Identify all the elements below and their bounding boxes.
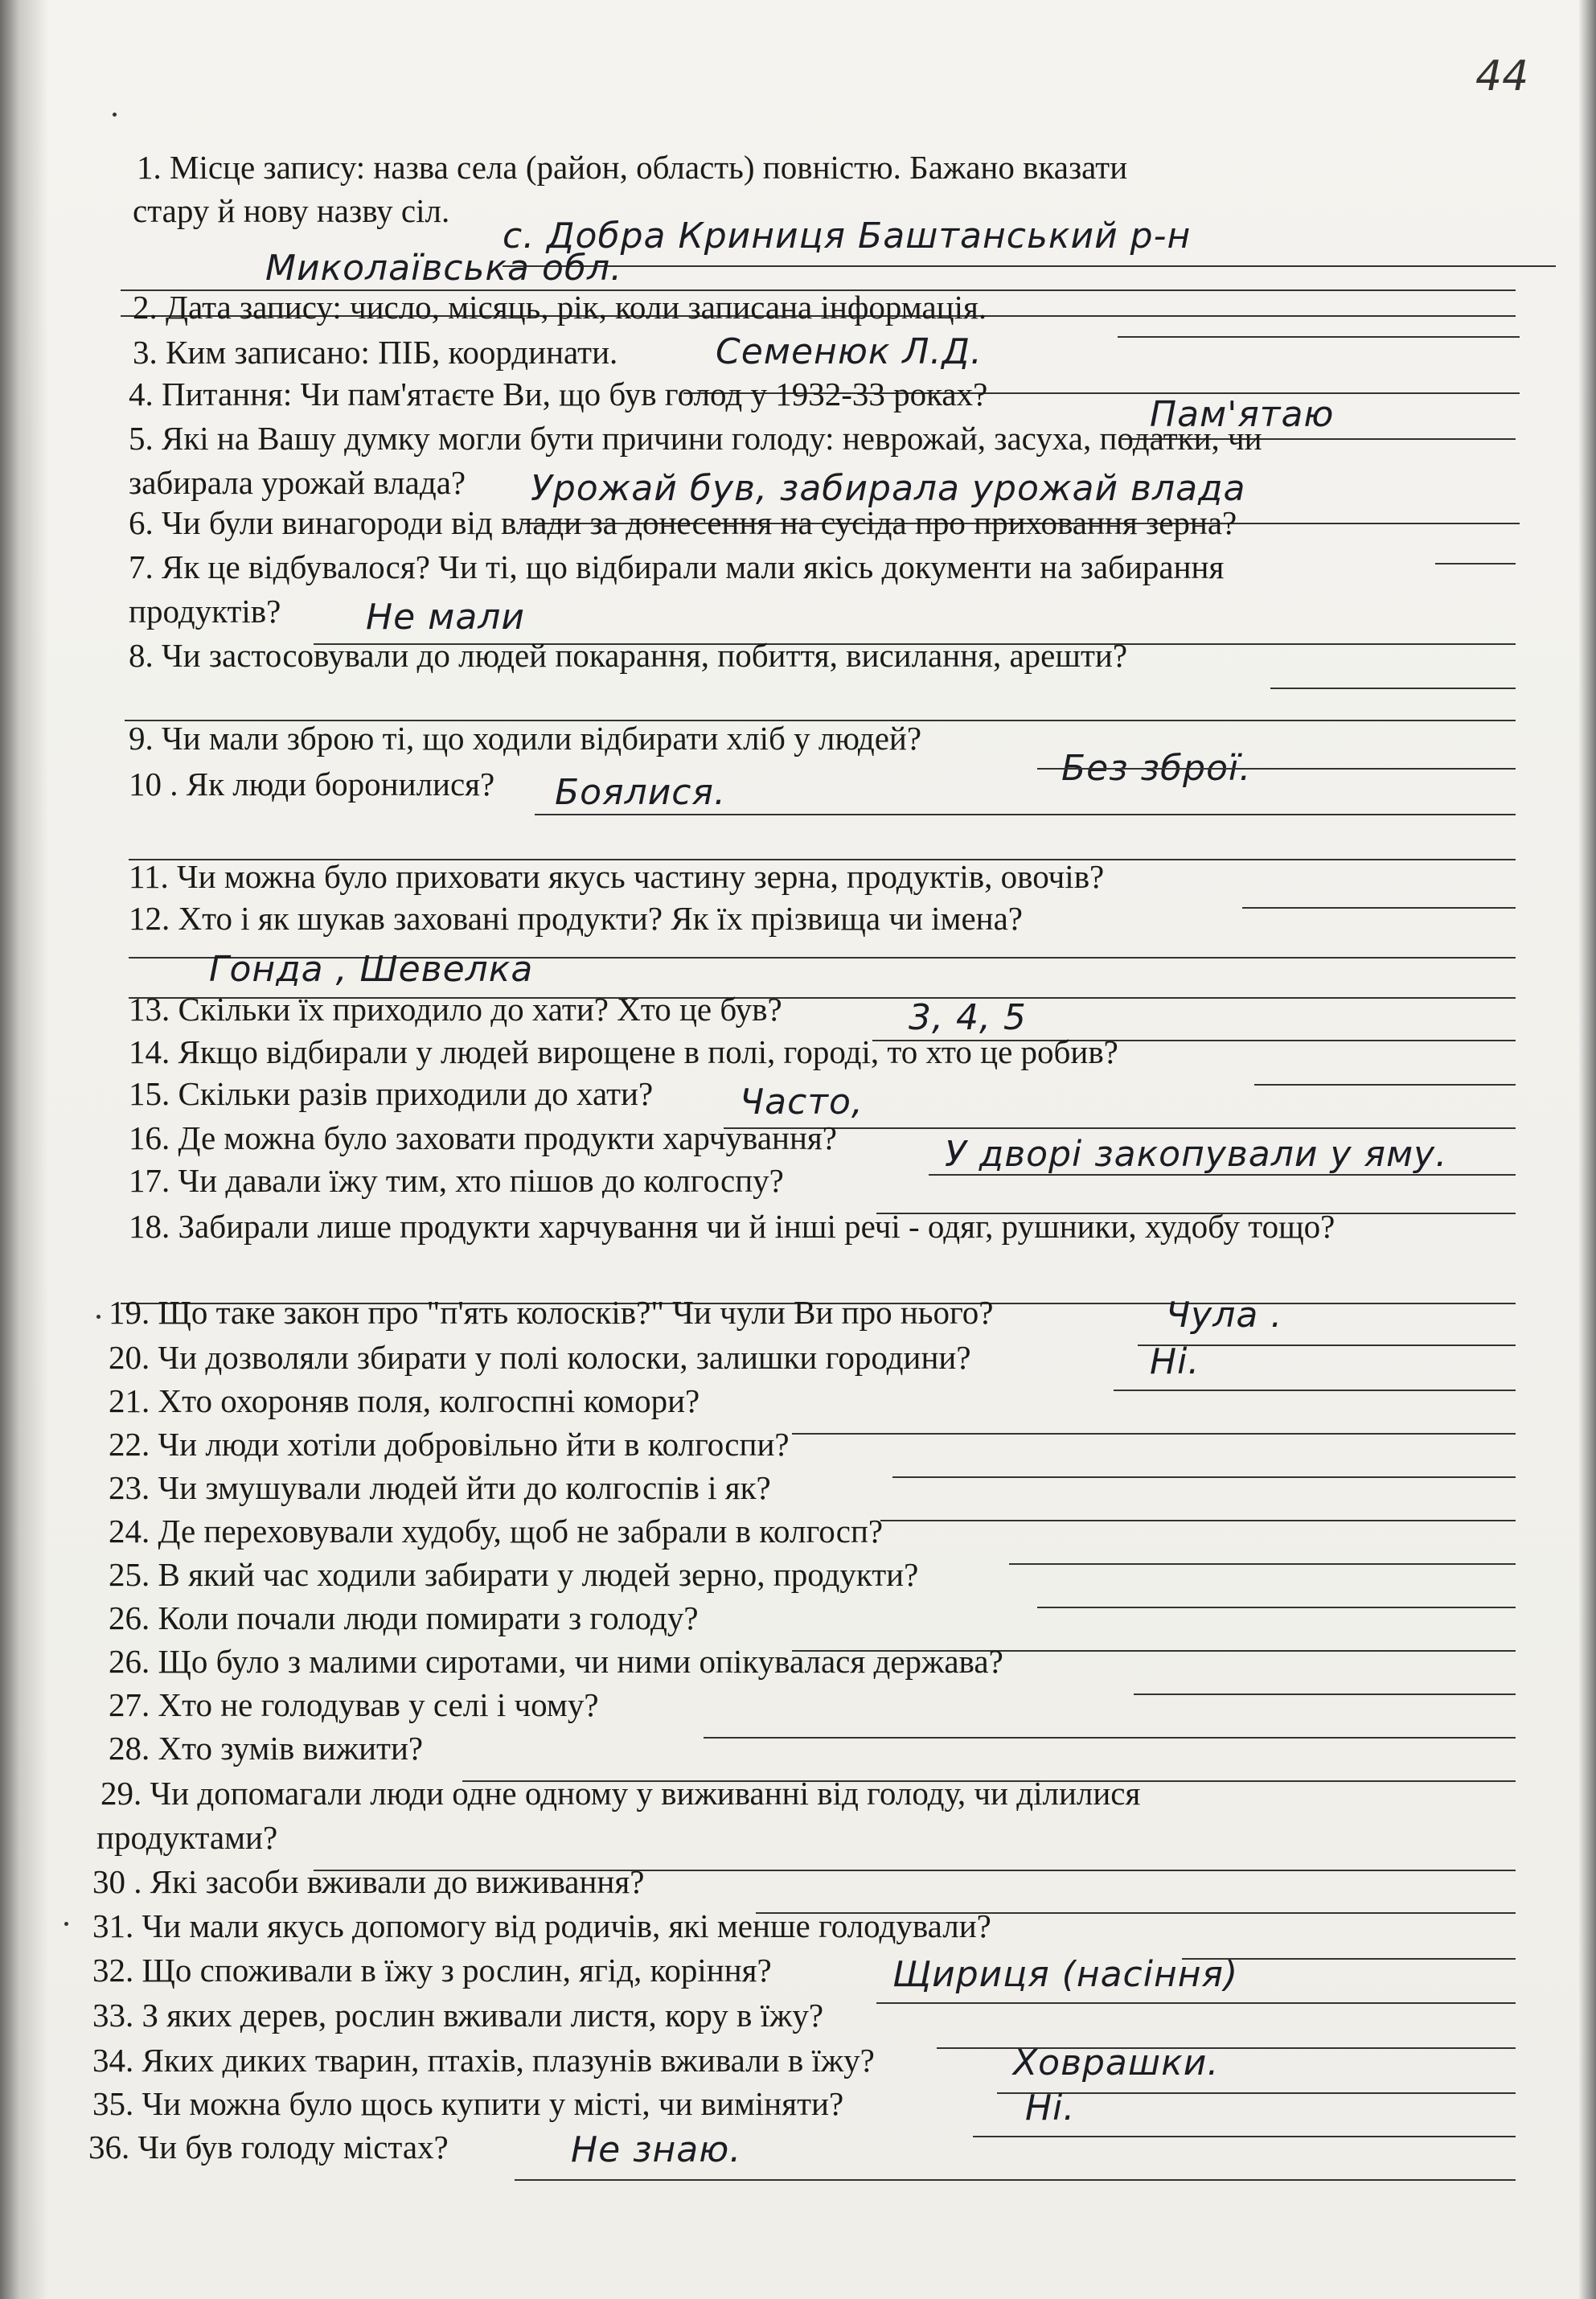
question-number: 11. [129, 858, 169, 895]
question-text: Скільки їх приходило до хати? Хто це був? [178, 991, 782, 1028]
question-32 [92, 1954, 772, 1987]
question-19 [109, 1296, 993, 1329]
answer-line [1134, 1693, 1516, 1695]
question-number: 31. [92, 1907, 134, 1944]
question-text: Коли почали люди помирати з голоду? [158, 1599, 699, 1636]
question-9 [129, 722, 921, 755]
question-text: Де переховували худобу, щоб не забрали в колгосп? [158, 1513, 884, 1550]
question-number: 26. [109, 1599, 150, 1636]
question-text: Чи дозволяли збирати у полі колоски, залишки городини? [158, 1339, 971, 1376]
question-text: Чи мали зброю ті, що ходили відбирати хліб у людей? [162, 720, 922, 757]
question-text: Чи давали їжу тим, хто пішов до колгоспу? [178, 1162, 784, 1199]
handwritten-answer: Боялися. [555, 772, 726, 813]
question-text: Чи застосовували до людей покарання, побиття, висилання, арешти? [162, 637, 1128, 674]
question-18 [129, 1210, 1335, 1243]
question-1 [137, 151, 1127, 184]
question-24 [109, 1515, 883, 1548]
question-31 [92, 1907, 991, 1944]
question-27 [109, 1686, 599, 1723]
question-7-cont [129, 595, 281, 628]
answer-line [1242, 907, 1516, 909]
question-5-cont [129, 466, 466, 499]
scan-right-edge [1578, 0, 1596, 2299]
question-text: Як це відбувалося? Чи ті, що відбирали мали якісь документи на забирання [162, 548, 1225, 585]
handwritten-answer: Не мали [366, 597, 526, 638]
question-10 [129, 768, 494, 801]
question-text: Що споживали в їжу з рослин, ягід, коріння? [142, 1952, 772, 1989]
handwritten-answer: Ні. [1025, 2088, 1076, 2129]
question-text: забирала урожай влада? [129, 464, 466, 501]
question-number: 15. [129, 1075, 170, 1112]
handwritten-answer: Ховрашки. [1013, 2042, 1220, 2083]
question-26a [109, 1599, 699, 1636]
question-text: Як люди боронилися? [186, 766, 495, 803]
question-number: 27. [109, 1686, 150, 1723]
question-text: З яких дерев, рослин вживали листя, кору в їжу? [142, 1997, 824, 2034]
question-number: 3. [133, 334, 158, 371]
handwritten-answer: Миколаївська обл. [265, 248, 623, 289]
question-text: Чи допомагали люди одне одному у виживанні від голоду, чи ділилися [150, 1775, 1141, 1812]
question-text: Чи був голоду містах? [137, 2129, 449, 2166]
question-20 [109, 1341, 971, 1374]
question-2 [133, 291, 987, 324]
question-29-cont [96, 1821, 277, 1854]
question-35 [92, 2085, 844, 2122]
question-text: продуктами? [96, 1819, 278, 1856]
answer-line [792, 1433, 1516, 1435]
question-text: Які засоби вживали до виживання? [150, 1863, 645, 1900]
question-text: Місце запису: назва села (район, область) повністю. Бажано вказати [170, 149, 1128, 186]
answer-line [1118, 336, 1520, 338]
question-text: Хто і як шукав заховані продукти? Як їх прізвища чи імена? [178, 900, 1024, 937]
question-number: 19. [109, 1294, 150, 1331]
question-number: 5. [129, 420, 154, 457]
question-number: 29. [101, 1775, 142, 1812]
question-8 [129, 639, 1127, 672]
handwritten-answer: Семенюк Л.Д. [716, 331, 983, 372]
handwritten-answer: У дворі закопували у яму. [945, 1134, 1448, 1175]
question-number: 30 . [92, 1863, 142, 1900]
question-number: 28. [109, 1730, 150, 1767]
question-6 [129, 504, 1237, 541]
answer-line [1254, 1084, 1516, 1086]
handwritten-answer: Чула . [1166, 1295, 1283, 1336]
question-13 [129, 993, 782, 1026]
handwritten-answer: Часто, [740, 1082, 864, 1123]
question-21 [109, 1382, 700, 1419]
answer-line [1435, 563, 1516, 564]
question-text: Питання: Чи пам'ятаєте Ви, що був голод у 1932-33 роках? [162, 376, 988, 413]
question-36 [88, 2131, 449, 2164]
question-number: 22. [109, 1426, 150, 1463]
question-text: Чи були винагороди від влади за донесення на сусіда про приховання зерна? [162, 504, 1237, 541]
question-7 [129, 548, 1225, 585]
question-12 [129, 902, 1023, 935]
handwritten-answer: Урожай був, забирала урожай влада [531, 468, 1246, 509]
question-number: 20. [109, 1339, 150, 1376]
question-15 [129, 1075, 654, 1112]
answer-line [892, 1476, 1516, 1478]
answer-line [1270, 688, 1516, 689]
punch-dot [96, 1315, 101, 1319]
question-number: 21. [109, 1382, 150, 1419]
scan-left-shadow [0, 0, 48, 2299]
question-number: 2. [133, 289, 158, 326]
question-25 [109, 1558, 918, 1591]
question-1-cont [133, 192, 450, 229]
question-16 [129, 1119, 837, 1156]
answer-line [929, 1174, 1516, 1176]
question-number: 13. [129, 991, 170, 1028]
punch-dot [64, 1922, 68, 1926]
question-number: 23. [109, 1469, 150, 1506]
answer-line [1037, 1607, 1516, 1608]
question-text: Хто зумів вижити? [158, 1730, 424, 1767]
question-29 [101, 1777, 1140, 1810]
answer-line [1009, 1563, 1516, 1565]
question-number: 4. [129, 376, 154, 413]
question-number: 35. [92, 2085, 134, 2122]
answer-line [1114, 1390, 1516, 1391]
question-text: Де можна було заховати продукти харчування? [178, 1119, 837, 1156]
question-number: 9. [129, 720, 154, 757]
question-number: 14. [129, 1033, 170, 1070]
answer-line [876, 2002, 1516, 2004]
answer-line [724, 1127, 1516, 1129]
question-text: Чи змушували людей йти до колгоспів і як? [158, 1469, 771, 1506]
question-text: Дата запису: число, місяць, рік, коли записана інформація. [166, 289, 987, 326]
question-5 [129, 422, 1262, 455]
question-23 [109, 1469, 771, 1506]
question-text: Що таке закон про "п'ять колосків?" Чи чули Ви про нього? [158, 1294, 994, 1331]
question-number: 7. [129, 548, 154, 585]
question-text: продуктів? [129, 593, 281, 630]
answer-line [1037, 768, 1516, 770]
question-number: 34. [92, 2042, 134, 2079]
answer-line [880, 1520, 1516, 1521]
handwritten-answer: Без зброї. [1061, 748, 1252, 789]
question-number: 6. [129, 504, 154, 541]
punch-dot [113, 113, 117, 117]
question-text: Яких диких тварин, птахів, плазунів вживали в їжу? [142, 2042, 875, 2079]
question-number: 17. [129, 1162, 170, 1199]
question-number: 12. [129, 900, 170, 937]
question-text: Чи можна було щось купити у місті, чи виміняти? [142, 2085, 844, 2122]
question-text: Чи люди хотіли добровільно йти в колгоспи? [158, 1426, 790, 1463]
question-text: Скільки разів приходили до хати? [178, 1075, 654, 1112]
answer-line [973, 2136, 1516, 2137]
question-text: Які на Вашу думку могли бути причини голоду: неврожай, засуха, податки, чи [162, 420, 1262, 457]
question-text: В який час ходили забирати у людей зерно, продукти? [158, 1556, 919, 1593]
question-text: Забирали лише продукти харчування чи й інші речі - одяг, рушники, худобу тощо? [178, 1208, 1335, 1245]
question-28 [109, 1732, 423, 1765]
handwritten-answer: с. Добра Криниця Баштанський р-н [503, 216, 1192, 257]
handwritten-answer: Гонда , Шевелка [209, 949, 534, 990]
question-11 [129, 860, 1104, 893]
question-34 [92, 2044, 875, 2077]
answer-line [515, 2179, 1516, 2181]
handwritten-answer: Щириця (насіння) [892, 1954, 1239, 1995]
question-3 [133, 336, 617, 369]
question-26b [109, 1645, 1003, 1678]
question-number: 26. [109, 1643, 150, 1680]
answer-line [503, 265, 1556, 267]
question-number: 1. [137, 149, 162, 186]
question-number: 24. [109, 1513, 150, 1550]
question-text: Чи мали якусь допомогу від родичів, які менше голодували? [142, 1907, 991, 1944]
question-number: 32. [92, 1952, 134, 1989]
handwritten-answer: Ні. [1150, 1341, 1200, 1382]
question-4 [129, 378, 987, 411]
page-number: 44 [1475, 52, 1529, 101]
question-number: 10 . [129, 766, 178, 803]
handwritten-answer: Пам'ятаю [1150, 394, 1335, 435]
question-text: Що було з малими сиротами, чи ними опікувалася держава? [158, 1643, 1003, 1680]
handwritten-answer: 3, 4, 5 [909, 997, 1027, 1038]
question-text: Хто охороняв поля, колгоспні комори? [158, 1382, 700, 1419]
question-22 [109, 1428, 790, 1461]
question-number: 33. [92, 1997, 134, 2034]
question-text: Ким записано: ПІБ, координати. [166, 334, 618, 371]
answer-line [704, 1737, 1516, 1739]
question-text: стару й нову назву сіл. [133, 192, 450, 229]
question-number: 8. [129, 637, 154, 674]
question-number: 18. [129, 1208, 170, 1245]
question-14 [129, 1033, 1118, 1070]
handwritten-answer: Не знаю. [571, 2129, 742, 2170]
question-number: 25. [109, 1556, 150, 1593]
question-text: Хто не голодував у селі і чому? [158, 1686, 599, 1723]
question-number: 36. [88, 2129, 130, 2166]
question-number: 16. [129, 1119, 170, 1156]
question-33 [92, 1999, 823, 2032]
question-30 [92, 1863, 645, 1900]
question-text: Якщо відбирали у людей вирощене в полі, городі, то хто це робив? [178, 1033, 1118, 1070]
question-17 [129, 1164, 784, 1197]
answer-line [535, 814, 1516, 815]
question-text: Чи можна було приховати якусь частину зерна, продуктів, овочів? [176, 858, 1105, 895]
